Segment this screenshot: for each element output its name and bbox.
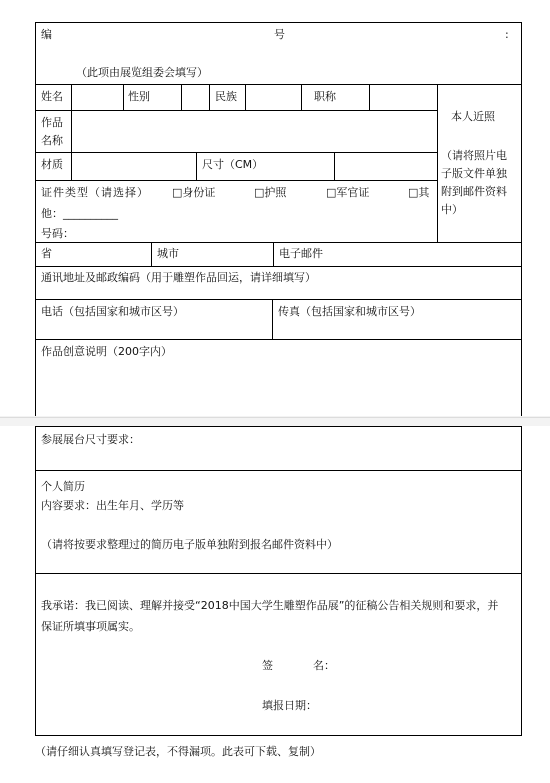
photo-note-1: （请将照片电	[441, 149, 507, 162]
number-label: 编	[41, 28, 52, 41]
date-label: 填报日期：	[262, 699, 317, 712]
id-option-other[interactable]: □其	[408, 186, 430, 199]
signature-field[interactable]	[340, 655, 490, 675]
name-label: 姓名	[41, 90, 63, 103]
position-field[interactable]	[370, 85, 437, 110]
photo-note-4: 中）	[441, 203, 463, 216]
work-name-label-2: 名称	[41, 134, 63, 147]
signature-label-2: 名：	[313, 659, 335, 672]
pledge-line-1: 我承诺：我已阅读、理解并接受“2018中国大学生雕塑作品展”的征稿公告相关规则和要求，并	[41, 599, 499, 612]
photo-note-2: 子版文件单独	[441, 167, 507, 180]
gender-label: 性别	[128, 90, 150, 103]
work-name-field[interactable]	[72, 111, 437, 152]
ethnicity-field[interactable]	[246, 85, 301, 110]
id-option-idcard[interactable]: □身份证	[172, 186, 216, 199]
province-label: 省	[41, 247, 52, 260]
signature-label: 签	[262, 659, 273, 672]
material-label: 材质	[41, 158, 63, 171]
photo-title: 本人近照	[451, 110, 495, 123]
id-type-label: 证件类型（请选择）	[41, 186, 149, 199]
id-option-passport[interactable]: □护照	[254, 186, 287, 199]
pledge-line-2: 保证所填事项属实。	[41, 620, 140, 633]
size-field[interactable]	[335, 153, 437, 180]
name-field[interactable]	[72, 85, 123, 110]
platform-size-label: 参展展台尺寸要求：	[41, 433, 140, 446]
ethnicity-label: 民族	[215, 90, 237, 103]
committee-note: （此项由展览组委会填写）	[76, 66, 208, 79]
description-field[interactable]	[36, 362, 521, 416]
description-label: 作品创意说明（200字内）	[41, 345, 172, 358]
size-label: 尺寸（CM）	[202, 158, 264, 171]
phone-label: 电话（包括国家和城市区号）	[41, 305, 184, 318]
platform-size-field[interactable]	[36, 448, 521, 470]
page-divider	[0, 417, 550, 418]
id-other-field[interactable]: 他：__________	[41, 207, 118, 220]
gender-field[interactable]	[182, 85, 209, 110]
footer-note: （请仔细认真填写登记表，不得漏项。此表可下载、复制）	[35, 745, 321, 758]
material-field[interactable]	[72, 153, 196, 180]
date-field[interactable]	[325, 695, 475, 715]
fax-label: 传真（包括国家和城市区号）	[278, 305, 421, 318]
number-colon: :	[505, 28, 509, 41]
id-number-label: 号码：	[41, 227, 74, 240]
resume-note: （请将按要求整理过的简历电子版单独附到报名邮件资料中）	[41, 538, 338, 551]
city-label: 城市	[157, 247, 179, 260]
photo-note-3: 附到邮件资料	[441, 185, 507, 198]
email-label: 电子邮件	[279, 247, 323, 260]
resume-content: 内容要求：出生年月、学历等	[41, 499, 184, 512]
id-option-officer[interactable]: □军官证	[326, 186, 370, 199]
work-name-label-1: 作品	[41, 116, 63, 129]
resume-title: 个人简历	[41, 480, 85, 493]
position-label: 职称	[314, 90, 336, 103]
address-label: 通讯地址及邮政编码（用于雕塑作品回运，请详细填写）	[41, 271, 316, 284]
number-label-2: 号	[274, 28, 285, 41]
